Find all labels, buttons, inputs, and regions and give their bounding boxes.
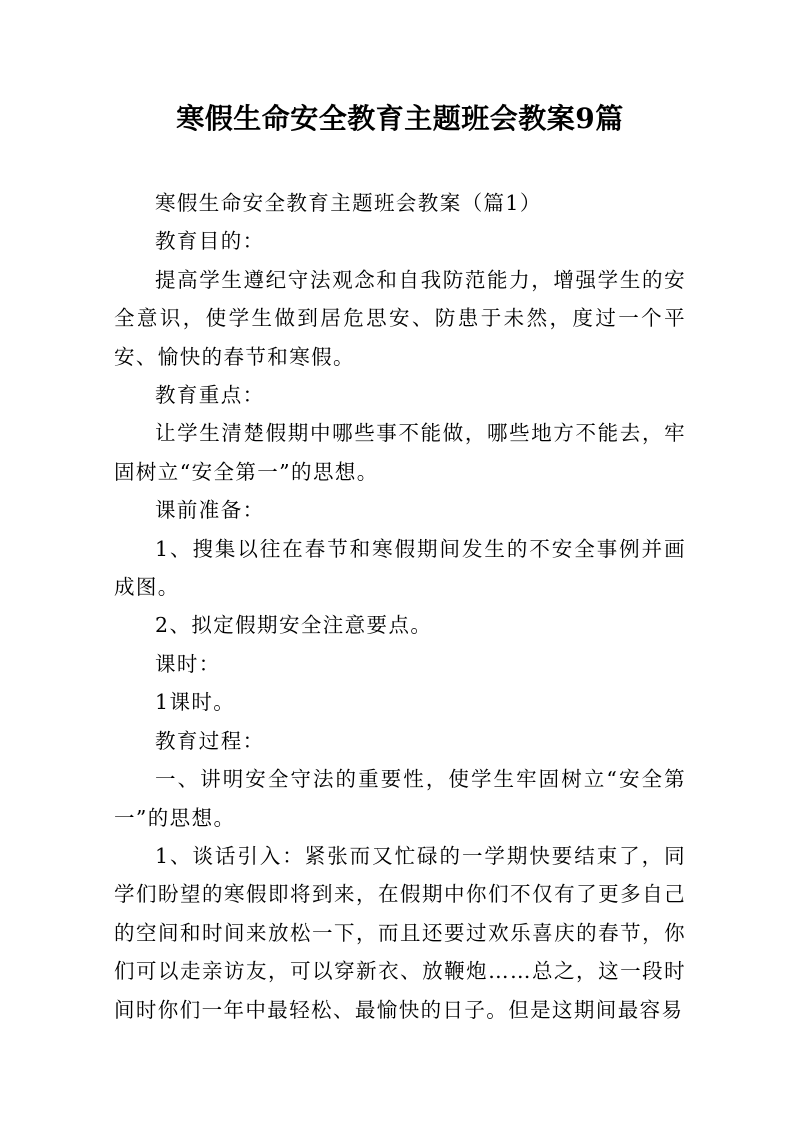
paragraph-purpose: 提高学生遵纪守法观念和自我防范能力，增强学生的安全意识，使学生做到居危思安、防患于未然，度过一个平安、愉快的春节和寒假。 [114,267,686,369]
paragraph-heading-focus: 教育重点： [155,383,265,408]
paragraph-heading-process: 教育过程： [155,728,265,753]
paragraph-heading-preparation: 课前准备： [155,498,265,523]
paragraph-lesson-title: 寒假生命安全教育主题班会教案（篇1） [155,191,542,215]
paragraph-process-section-1: 一、讲明安全守法的重要性，使学生牢固树立“安全第一”的思想。 [114,767,686,830]
paragraph-duration: 1课时。 [155,690,236,715]
paragraph-heading-duration: 课时： [155,651,221,676]
paragraph-heading-purpose: 教育目的： [155,229,265,254]
paragraph-focus: 让学生清楚假期中哪些事不能做，哪些地方不能去，牢固树立“安全第一”的思想。 [114,421,686,484]
paragraph-process-intro: 1、谈话引入：紧张而又忙碌的一学期快要结束了，同学们盼望的寒假即将到来，在假期中你们不仅有了更多自己的空间和时间来放松一下，而且还要过欢乐喜庆的春节，你们可以走亲访友，可以穿新衣、放鞭炮……总之，这一段时间时你们一年中最轻松、最愉快的日子。但是这期间最容易 [114,843,686,1022]
document-title: 寒假生命安全教育主题班会教案9篇 [176,102,624,135]
paragraph-preparation-2: 2、拟定假期安全注意要点。 [155,613,433,638]
paragraph-preparation-1: 1、搜集以往在春节和寒假期间发生的不安全事例并画成图。 [114,536,686,600]
document-body [114,184,686,1029]
